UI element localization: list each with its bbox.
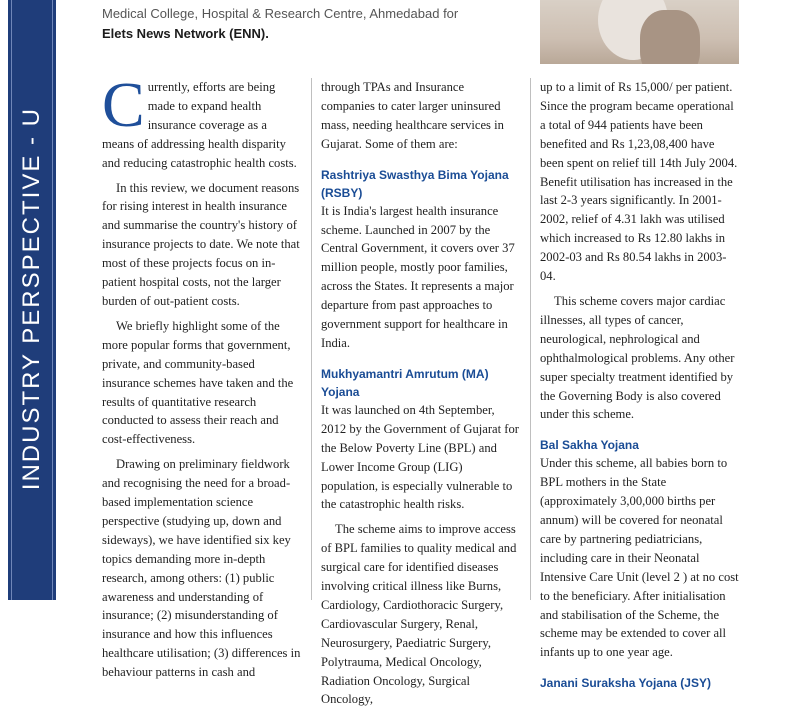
paragraph: It is India's largest health insurance scheme. Launched in 2007 by the Central Government, it covers over 37 million people, mostly poor families, across the States. It represents a major departure from past approaches to government support for healthcare in India.	[321, 203, 515, 350]
paragraph: The scheme aims to improve access of BPL families to quality medical and surgical care for identified diseases involving critical illness like Burns, Cardiology, Cardiothoracic Surgery, Cardiovascular Surgery, Renal, Neurosurgery, Paediatric Surgery, Polytrauma, Medical Oncology, Radiation Oncology, Surgical Oncology,	[321, 522, 517, 707]
drop-cap: C	[102, 69, 145, 140]
section-heading-rsby: Rashtriya Swasthya Bima Yojana (RSBY)	[321, 167, 509, 200]
section-heading-jsy: Janani Suraksha Yojana (JSY)	[540, 676, 711, 691]
paragraph: In this review, we document reasons for rising interest in health insurance and summarise the country's history of insurance projects to date. We note that most of these projects focus on in-patient hospital costs, not the larger burden of out-patient costs.	[102, 180, 300, 308]
publisher-name: Elets News Network (ENN).	[102, 26, 269, 41]
paragraph: Under this scheme, all babies born to BPL mothers in the State (approximately 3,00,000 births per annum) will be covered for neonatal care by partnering pediatricians, including care in their Neonatal Intensive Care Unit (level 2 ) at no cost to the beneficiary. After initialisation and stabilisation of the Scheme, the scheme may be extended to cover all infants up to one year age.	[540, 456, 739, 660]
author-credit	[102, 0, 522, 44]
paragraph: up to a limit of Rs 15,000/ per patient. Since the program became operational a total of 944 patients have been benefited and Rs 1,23,08,400 have been spent on relief till 14th July 2004. Benefit utilisation has increased in the last 2-3 years significantly. In 2001-2002, relief of 4.31 lakh was utilised which increased to Rs 12.80 lakhs in 2002-03 and Rs 80.54 lakhs in 2003-04.	[540, 80, 738, 284]
paragraph: Drawing on preliminary fieldwork and recognising the need for a broad-based implementation science perspective (studying up, down and sideways), we have identified six key topics demanding more in-depth research, among others: (1) public awareness and understanding of insurance; (2) misunderstanding of insurance and how this influences healthcare utilisation; (3) differences in behaviour patterns in cash and	[102, 457, 301, 680]
section-title-vertical	[12, 0, 52, 490]
article-column-1	[102, 69, 302, 682]
column-divider	[311, 78, 312, 600]
section-title-text: INDUSTRY PERSPECTIVE - U	[18, 106, 45, 490]
column-divider	[530, 78, 531, 600]
paragraph: This scheme covers major cardiac illnesses, all types of cancer, neurological, nephrological and ophthalmological problems. Any other super specialty treatment identified by the Governing Body is also covered under this scheme.	[540, 293, 735, 422]
section-heading-bal-sakha: Bal Sakha Yojana	[540, 438, 639, 453]
paragraph: It was launched on 4th September, 2012 by the Government of Gujarat for the Below Poverty Line (BPL) and Lower Income Group (LIG) population, is especially vulnerable to the catastrophic health risks.	[321, 402, 519, 512]
article-column-2	[321, 78, 521, 709]
section-heading-ma-yojana: Mukhyamantri Amrutum (MA) Yojana	[321, 366, 489, 399]
author-photo	[540, 0, 739, 64]
sidebar	[0, 0, 60, 600]
intro-paragraph	[102, 69, 302, 173]
intro-text: urrently, efforts are being made to expand health insurance coverage as a means of addressing health disparity and reducing catastrophic health costs.	[102, 80, 297, 170]
author-affiliation: Medical College, Hospital & Research Centre, Ahmedabad for	[102, 6, 459, 21]
paragraph: We briefly highlight some of the more popular forms that government, private, and community-based insurance schemes have taken and the results of quantitative research conducted to assess their reach and cost-effectiveness.	[102, 318, 294, 447]
paragraph: through TPAs and Insurance companies to cater larger uninsured mass, needing healthcare services in Gujarat. Some of them are:	[321, 80, 504, 151]
photo-shadow	[640, 10, 700, 64]
article-column-3	[540, 78, 740, 692]
